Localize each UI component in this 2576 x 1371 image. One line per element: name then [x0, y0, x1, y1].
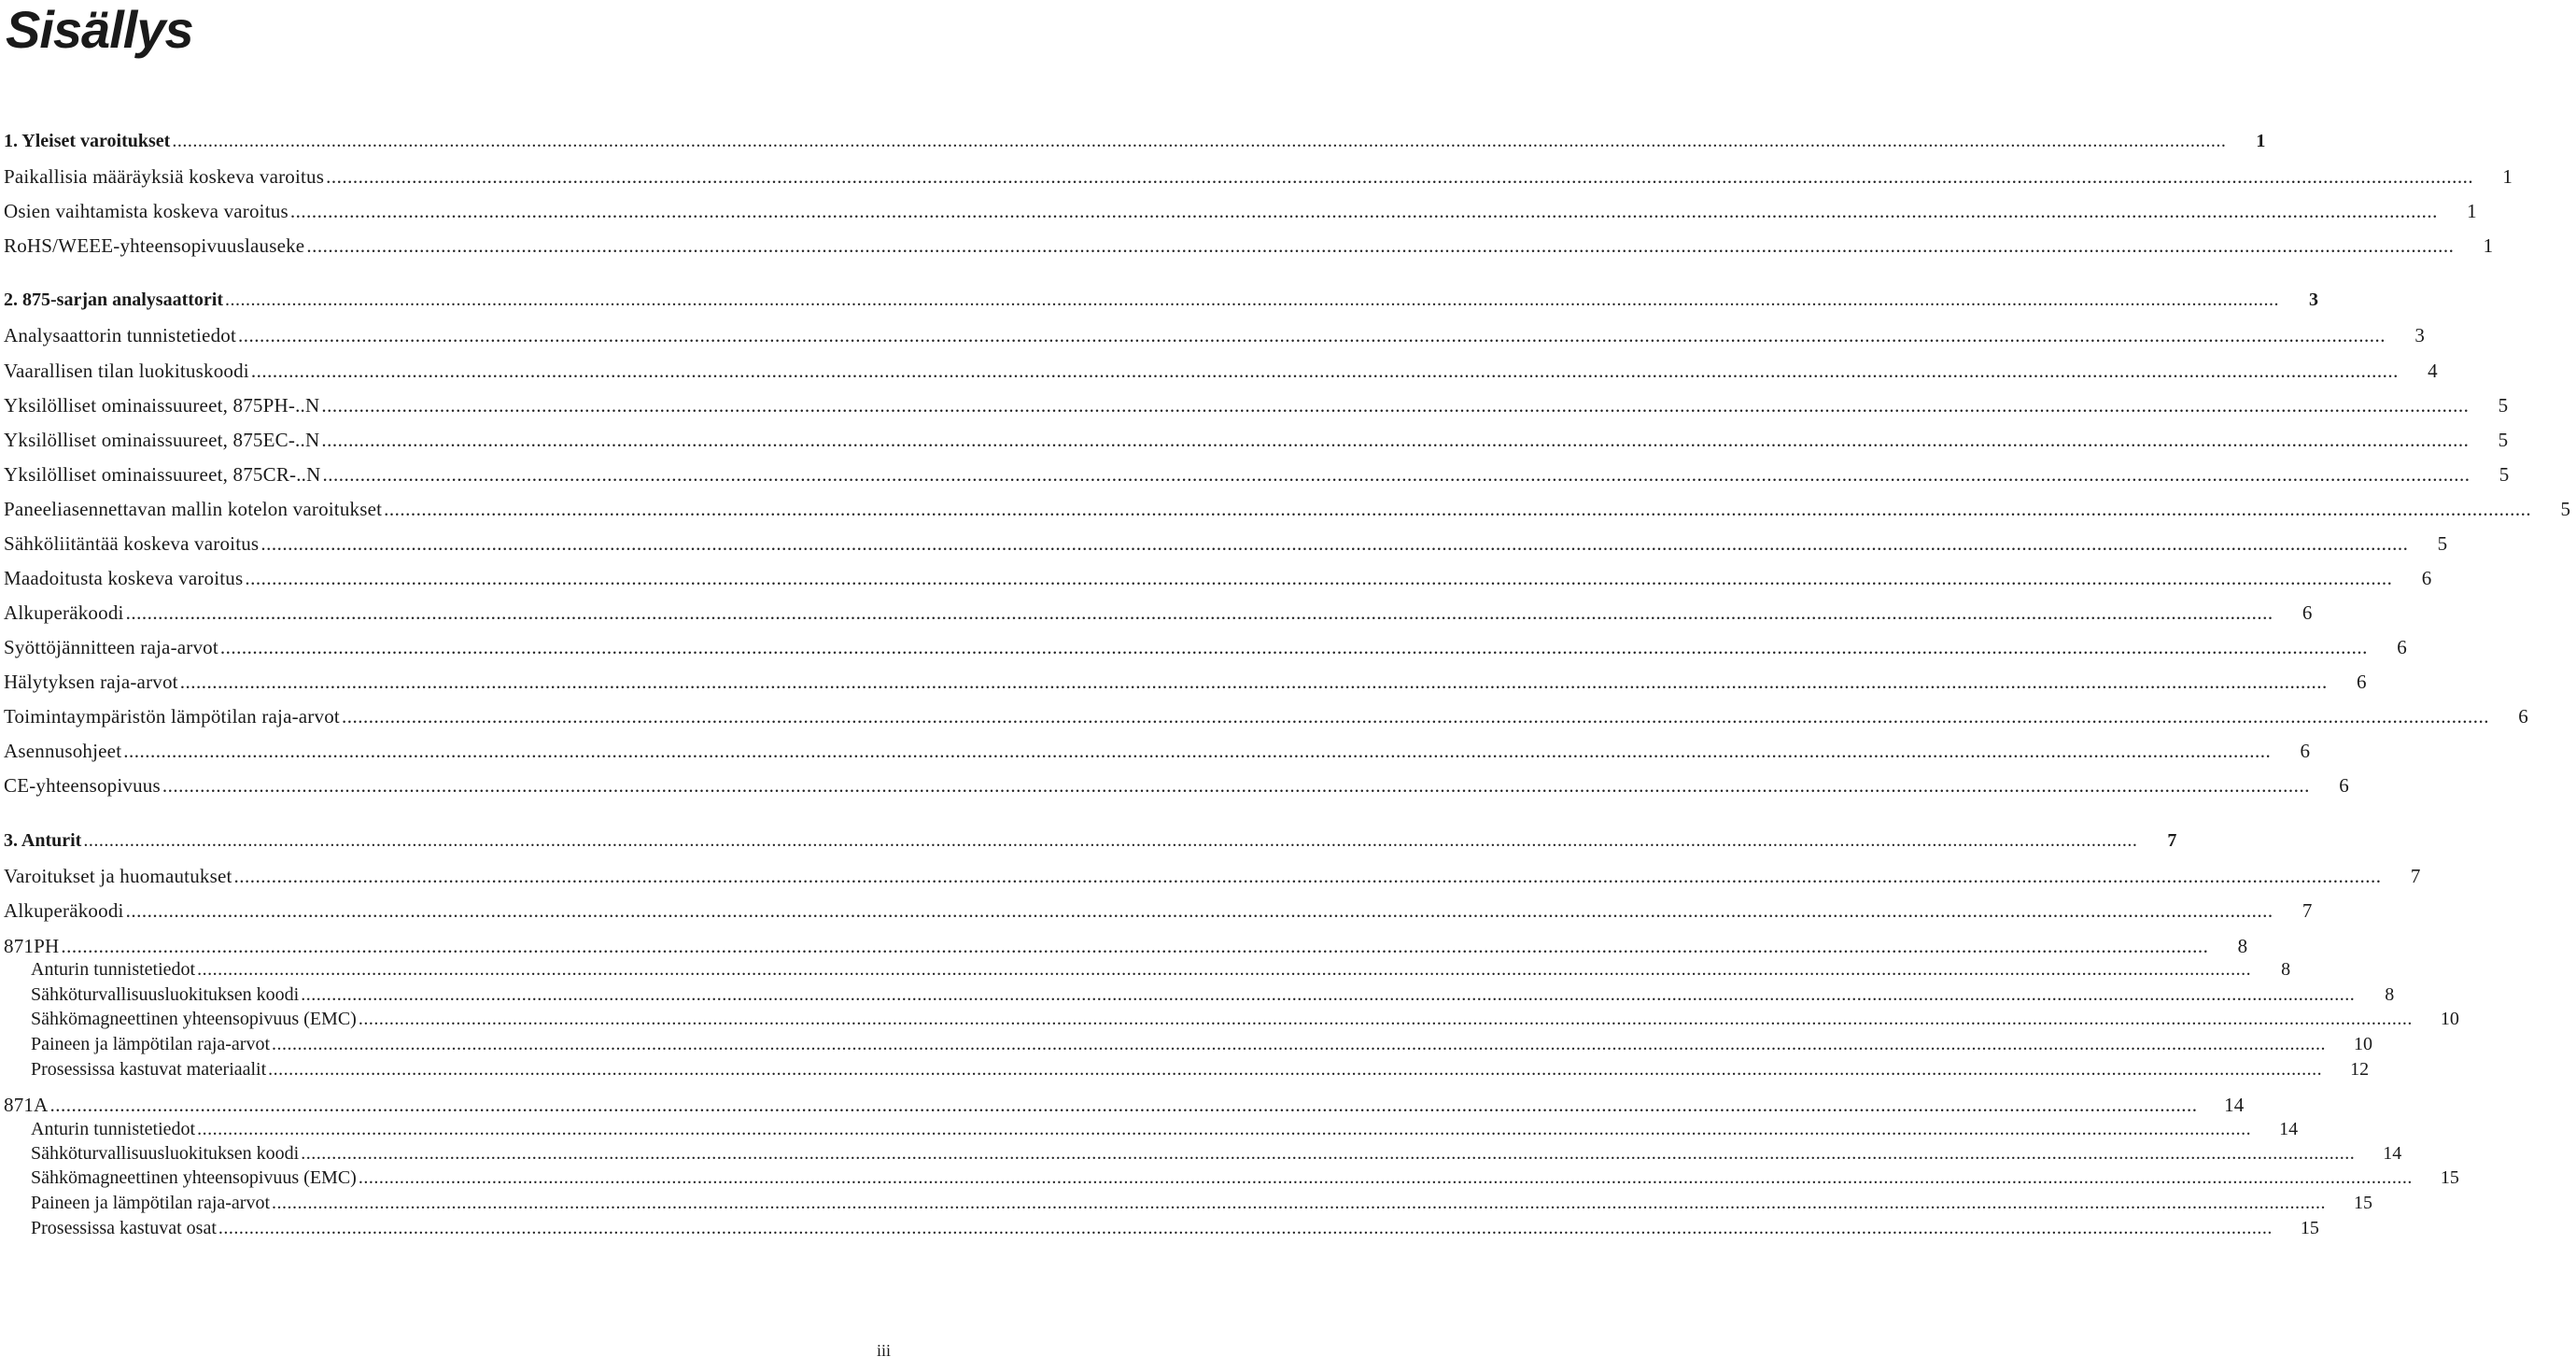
toc-entry-label: Paineen ja lämpötilan raja-arvot — [31, 1034, 271, 1054]
toc-entry[interactable] — [0, 290, 2318, 318]
toc-dot-leader: ................................................................................................................................................................................................................................................................................................................................................................................................................ — [245, 567, 2393, 589]
toc-entry-page: 8 — [2237, 935, 2248, 957]
toc-dot-leader: ................................................................................................................................................................................................................................................................................................................................................................................................................ — [326, 165, 2474, 188]
toc-entry[interactable] — [0, 601, 2313, 629]
toc-dot-leader: ................................................................................................................................................................................................................................................................................................................................................................................................................ — [306, 234, 2455, 257]
toc-entry-page: 6 — [2302, 601, 2313, 624]
toc-entry[interactable] — [0, 200, 2477, 228]
toc-entry-label: Toimintaympäristön lämpötilan raja-arvot — [4, 705, 340, 728]
toc-entry-page: 5 — [2498, 394, 2509, 417]
toc-entry-label: Osien vaihtamista koskeva varoitus — [4, 200, 289, 222]
toc-dot-leader: ................................................................................................................................................................................................................................................................................................................................................................................................................ — [125, 899, 2273, 922]
toc-entry-label: 2. 875-sarjan analysaattorit — [4, 290, 223, 310]
toc-entry-page: 7 — [2410, 865, 2421, 887]
toc-entry-label: Sähkömagneettinen yhteensopivuus (EMC) — [31, 1009, 357, 1029]
toc-dot-leader: ................................................................................................................................................................................................................................................................................................................................................................................................................ — [384, 498, 2532, 520]
toc-entry[interactable] — [0, 498, 2571, 526]
toc-dot-leader: ................................................................................................................................................................................................................................................................................................................................................................................................................ — [289, 200, 2438, 222]
toc-entry-page: 1 — [2467, 200, 2477, 222]
toc-entry-label: Varoitukset ja huomautukset — [4, 865, 232, 887]
toc-entry[interactable] — [0, 740, 2311, 768]
toc-entry[interactable] — [0, 1167, 2459, 1195]
toc-entry[interactable] — [0, 865, 2421, 893]
toc-dot-leader: ................................................................................................................................................................................................................................................................................................................................................................................................................ — [49, 1094, 2198, 1116]
toc-entry-label: Alkuperäkoodi — [4, 899, 124, 922]
toc-entry-label: Sähkömagneettinen yhteensopivuus (EMC) — [31, 1167, 357, 1188]
toc-entry-label: CE-yhteensopivuus — [4, 774, 161, 797]
toc-entry-page: 10 — [2354, 1034, 2373, 1054]
toc-dot-leader: ................................................................................................................................................................................................................................................................................................................................................................................................................ — [125, 601, 2273, 624]
toc-dot-leader: ................................................................................................................................................................................................................................................................................................................................................................................................................ — [197, 1119, 2252, 1139]
toc-entry-page: 7 — [2167, 830, 2177, 851]
toc-entry-page: 6 — [2397, 636, 2407, 658]
toc-entry[interactable] — [0, 1034, 2373, 1062]
toc-entry-page: 5 — [2498, 429, 2509, 451]
page-number: iii — [876, 1341, 891, 1360]
toc-entry-page: 3 — [2414, 324, 2426, 346]
toc-entry[interactable] — [0, 234, 2494, 262]
toc-entry-label: Paikallisia määräyksiä koskeva varoitus — [4, 165, 325, 188]
toc-dot-leader: ................................................................................................................................................................................................................................................................................................................................................................................................................ — [219, 636, 2368, 658]
toc-entry-label: Paneeliasennettavan mallin kotelon varoitukset — [4, 498, 383, 520]
toc-entry-page: 5 — [2499, 463, 2510, 486]
toc-entry-label: Prosessissa kastuvat materiaalit — [31, 1059, 267, 1080]
toc-entry-label: 1. Yleiset varoitukset — [4, 131, 171, 151]
toc-entry-label: Analysaattorin tunnistetiedot — [4, 324, 237, 346]
toc-entry[interactable] — [0, 394, 2509, 422]
toc-dot-leader: ................................................................................................................................................................................................................................................................................................................................................................................................................ — [197, 959, 2252, 980]
toc-dot-leader: ................................................................................................................................................................................................................................................................................................................................................................................................................ — [179, 671, 2328, 693]
toc-dot-leader: ................................................................................................................................................................................................................................................................................................................................................................................................................ — [321, 394, 2470, 417]
toc-entry[interactable] — [0, 671, 2367, 699]
toc-entry-page: 8 — [2281, 959, 2291, 980]
toc-entry[interactable] — [0, 636, 2407, 664]
toc-entry-label: Asennusohjeet — [4, 740, 122, 762]
toc-entry[interactable] — [0, 429, 2509, 457]
toc-dot-leader: ................................................................................................................................................................................................................................................................................................................................................................................................................ — [224, 290, 2279, 310]
toc-entry-label: RoHS/WEEE-yhteensopivuuslauseke — [4, 234, 305, 257]
toc-entry[interactable] — [0, 1218, 2319, 1246]
toc-entry[interactable] — [0, 324, 2426, 352]
toc-dot-leader: ................................................................................................................................................................................................................................................................................................................................................................................................................ — [238, 324, 2386, 346]
toc-entry-page: 1 — [2483, 234, 2494, 257]
toc-entry-label: Alkuperäkoodi — [4, 601, 124, 624]
toc-entry-page: 3 — [2308, 290, 2318, 310]
toc-entry-page: 15 — [2354, 1193, 2373, 1213]
toc-dot-leader: ................................................................................................................................................................................................................................................................................................................................................................................................................ — [172, 131, 2227, 151]
toc-entry[interactable] — [0, 1059, 2370, 1087]
toc-entry[interactable] — [0, 899, 2313, 927]
toc-entry-label: Prosessissa kastuvat osat — [31, 1218, 217, 1238]
toc-entry[interactable] — [0, 959, 2291, 987]
toc-entry-page: 7 — [2302, 899, 2313, 922]
toc-entry-page: 12 — [2350, 1059, 2370, 1080]
toc-entry[interactable] — [0, 1193, 2373, 1221]
toc-entry-label: Paineen ja lämpötilan raja-arvot — [31, 1193, 271, 1213]
toc-dot-leader: ................................................................................................................................................................................................................................................................................................................................................................................................................ — [358, 1167, 2413, 1188]
page-title: Sisällys — [6, 0, 193, 59]
toc-entry[interactable] — [0, 1094, 2245, 1122]
toc-entry-label: Anturin tunnistetiedot — [31, 1119, 196, 1139]
toc-dot-leader: ................................................................................................................................................................................................................................................................................................................................................................................................................ — [162, 774, 2310, 797]
toc-entry-page: 1 — [2256, 131, 2266, 151]
toc-entry-page: 14 — [2224, 1094, 2245, 1116]
toc-dot-leader: ................................................................................................................................................................................................................................................................................................................................................................................................................ — [233, 865, 2382, 887]
toc-entry-page: 14 — [2279, 1119, 2299, 1139]
toc-entry-label: 871PH — [4, 935, 60, 957]
toc-entry-page: 15 — [2300, 1218, 2319, 1238]
toc-dot-leader: ................................................................................................................................................................................................................................................................................................................................................................................................................ — [322, 463, 2470, 486]
toc-entry-label: 3. Anturit — [4, 830, 82, 851]
toc-entry[interactable] — [0, 532, 2448, 560]
toc-dot-leader: ................................................................................................................................................................................................................................................................................................................................................................................................................ — [250, 360, 2399, 382]
toc-dot-leader: ................................................................................................................................................................................................................................................................................................................................................................................................................ — [301, 984, 2356, 1005]
toc-entry-label: Vaarallisen tilan luokituskoodi — [4, 360, 249, 382]
toc-entry-page: 6 — [2300, 740, 2311, 762]
toc-entry[interactable] — [0, 131, 2266, 159]
toc-entry-page: 1 — [2502, 165, 2513, 188]
toc-entry-label: Syöttöjännitteen raja-arvot — [4, 636, 218, 658]
toc-dot-leader: ................................................................................................................................................................................................................................................................................................................................................................................................................ — [272, 1034, 2327, 1054]
toc-entry-page: 15 — [2440, 1167, 2459, 1188]
toc-entry[interactable] — [0, 705, 2528, 733]
toc-dot-leader: ................................................................................................................................................................................................................................................................................................................................................................................................................ — [260, 532, 2409, 555]
toc-dot-leader: ................................................................................................................................................................................................................................................................................................................................................................................................................ — [272, 1193, 2327, 1213]
toc-entry-label: Yksilölliset ominaissuureet, 875PH-..N — [4, 394, 320, 417]
toc-entry-page: 10 — [2440, 1009, 2459, 1029]
toc-entry-page: 5 — [2437, 532, 2448, 555]
toc-dot-leader: ................................................................................................................................................................................................................................................................................................................................................................................................................ — [341, 705, 2489, 728]
toc-entry-label: 871A — [4, 1094, 49, 1116]
toc-entry[interactable] — [0, 165, 2513, 193]
toc-entry-label: Sähköturvallisuusluokituksen koodi — [31, 984, 300, 1005]
toc-entry[interactable] — [0, 567, 2432, 595]
toc-entry-page: 6 — [2357, 671, 2367, 693]
toc-dot-leader: ................................................................................................................................................................................................................................................................................................................................................................................................................ — [321, 429, 2470, 451]
toc-dot-leader: ................................................................................................................................................................................................................................................................................................................................................................................................................ — [301, 1143, 2356, 1164]
toc-entry-page: 6 — [2518, 705, 2528, 728]
toc-dot-leader: ................................................................................................................................................................................................................................................................................................................................................................................................................ — [218, 1218, 2273, 1238]
toc-entry-label: Hälytyksen raja-arvot — [4, 671, 178, 693]
toc-dot-leader: ................................................................................................................................................................................................................................................................................................................................................................................................................ — [358, 1009, 2413, 1029]
toc-entry-page: 4 — [2428, 360, 2438, 382]
toc-entry-page: 6 — [2339, 774, 2349, 797]
toc-entry-page: 8 — [2385, 984, 2395, 1005]
toc-entry[interactable] — [0, 360, 2438, 388]
toc-entry-label: Sähköturvallisuusluokituksen koodi — [31, 1143, 300, 1164]
toc-dot-leader: ................................................................................................................................................................................................................................................................................................................................................................................................................ — [123, 740, 2272, 762]
toc-entry[interactable] — [0, 774, 2349, 802]
toc-dot-leader: ................................................................................................................................................................................................................................................................................................................................................................................................................ — [268, 1059, 2323, 1080]
toc-entry[interactable] — [0, 830, 2177, 858]
toc-entry-page: 5 — [2560, 498, 2571, 520]
toc-entry-label: Maadoitusta koskeva varoitus — [4, 567, 244, 589]
toc-entry[interactable] — [0, 1009, 2459, 1037]
toc-entry-label: Anturin tunnistetiedot — [31, 959, 196, 980]
toc-entry-label: Sähköliitäntää koskeva varoitus — [4, 532, 260, 555]
toc-entry[interactable] — [0, 463, 2510, 491]
toc-entry-page: 14 — [2383, 1143, 2402, 1164]
toc-entry-label: Yksilölliset ominaissuureet, 875CR-..N — [4, 463, 321, 486]
toc-entry-label: Yksilölliset ominaissuureet, 875EC-..N — [4, 429, 320, 451]
toc-dot-leader: ................................................................................................................................................................................................................................................................................................................................................................................................................ — [83, 830, 2138, 851]
toc-entry-page: 6 — [2421, 567, 2432, 589]
toc-dot-leader: ................................................................................................................................................................................................................................................................................................................................................................................................................ — [61, 935, 2209, 957]
